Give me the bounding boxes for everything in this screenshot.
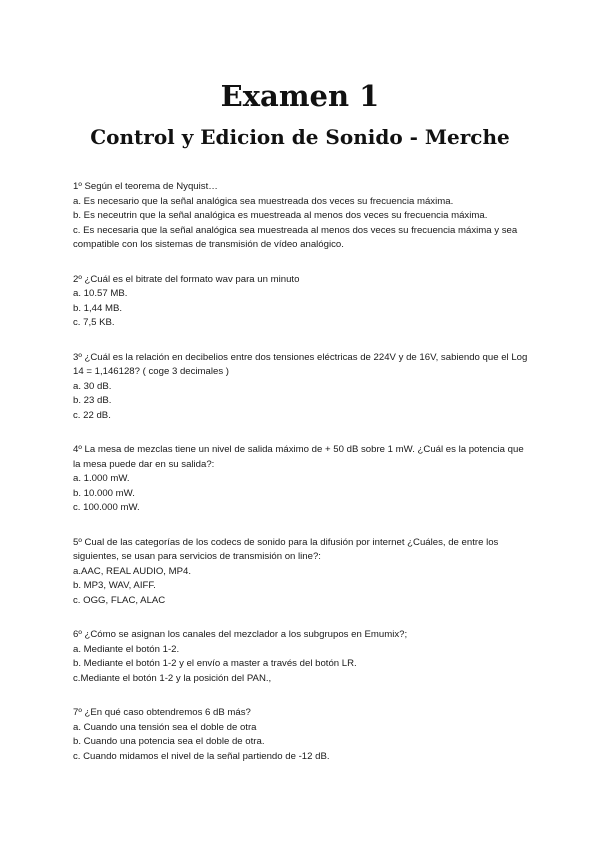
option-b: b. Cuando una potencia sea el doble de otra. — [73, 736, 265, 747]
option-b: b. 23 dB. — [73, 395, 112, 406]
option-a: a. 30 dB. — [73, 380, 112, 392]
option-c: c. Es necesaria que la señal analógica sea muestreada al menos dos veces su frecuencia máxima y sea compatible con los sistemas de transmisión de vídeo analógico. — [73, 224, 518, 250]
option-a: a. 10.57 MB. — [73, 288, 128, 299]
question-text: 6º ¿Cómo se asignan los canales del mezclador a los subgrupos en Emumix?; — [73, 629, 408, 640]
question-list — [73, 180, 533, 784]
question-2 — [73, 273, 533, 331]
question-3 — [73, 351, 533, 424]
option-b: b. Mediante el botón 1-2 y el envío a master a través del botón LR. — [73, 658, 357, 669]
question-5 — [73, 536, 533, 609]
option-a: a. 1.000 mW. — [73, 473, 130, 484]
question-text: 1º Según el teorema de Nyquist… — [73, 181, 218, 192]
option-c: c. 100.000 mW. — [73, 502, 140, 513]
option-c: c. 7,5 KB. — [73, 317, 115, 328]
option-c: c. 22 dB. — [73, 409, 111, 421]
question-text: 2º ¿Cuál es el bitrate del formato wav para un minuto — [73, 273, 300, 285]
option-c: c. OGG, FLAC, ALAC — [73, 594, 166, 606]
option-b: b. 1,44 MB. — [73, 302, 123, 314]
question-1 — [73, 180, 533, 253]
option-b: b. MP3, WAV, AIFF. — [73, 580, 156, 591]
option-a: a. Cuando una tensión sea el doble de otra — [73, 721, 257, 733]
exam-subtitle: Control y Edicion de Sonido - Merche — [90, 125, 510, 149]
option-c: c. Cuando midamos el nivel de la señal partiendo de -12 dB. — [73, 750, 330, 762]
question-text: 4º La mesa de mezclas tiene un nivel de salida máximo de + 50 dB sobre 1 mW. ¿Cuál es la potencia que la mesa puede dar en su salida?: — [73, 444, 524, 470]
question-text: 3º ¿Cuál es la relación en decibelios entre dos tensiones eléctricas de 224V y de 16V, sabiendo que el Log 14 = 1,146128? ( coge 3 decimales ) — [73, 351, 528, 377]
option-b: b. 10.000 mW. — [73, 487, 135, 499]
question-6 — [73, 628, 533, 686]
option-a: a.AAC, REAL AUDIO, MP4. — [73, 565, 192, 577]
option-a: a. Es necesario que la señal analógica sea muestreada dos veces su frecuencia máxima. — [73, 195, 454, 207]
option-c: c.Mediante el botón 1-2 y la posición del PAN., — [73, 672, 272, 684]
option-a: a. Mediante el botón 1-2. — [73, 643, 180, 655]
question-text: 7º ¿En qué caso obtendremos 6 dB más? — [73, 707, 251, 718]
option-b: b. Es neceutrin que la señal analógica es muestreada al menos dos veces su frecuencia máxima. — [73, 210, 488, 221]
question-7 — [73, 706, 533, 764]
exam-title: Examen 1 — [220, 79, 380, 113]
question-text: 5º Cual de las categorías de los codecs de sonido para la difusión por internet ¿Cuáles, de entre los siguientes, se usan para servicios de transmisión on line?: — [73, 536, 499, 562]
question-4 — [73, 443, 533, 516]
